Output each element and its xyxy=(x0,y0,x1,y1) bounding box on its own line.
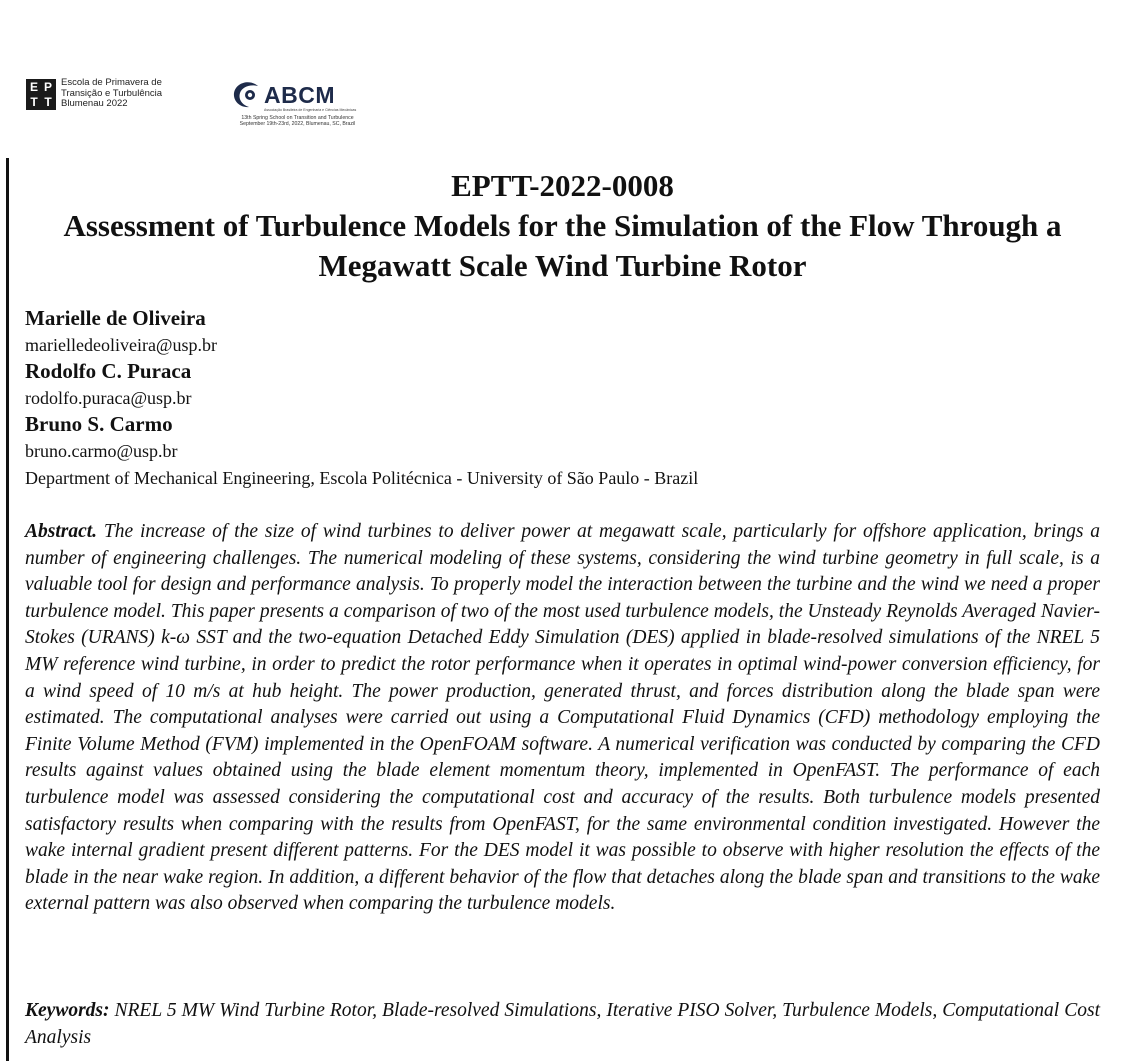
abcm-caption: 13th Spring School on Transition and Turbulence September 19th-23rd, 2022, Blumenau, SC, Brazil xyxy=(239,115,356,127)
author-email: rodolfo.puraca@usp.br xyxy=(25,388,192,408)
author-email: bruno.carmo@usp.br xyxy=(25,441,178,461)
author-name: Bruno S. Carmo xyxy=(25,412,173,436)
keywords-text: NREL 5 MW Wind Turbine Rotor, Blade-resolved Simulations, Iterative PISO Solver, Turbulence Models, Computational Cost Analysis xyxy=(25,1000,1100,1048)
abstract-label: Abstract. xyxy=(25,521,98,542)
author-entry xyxy=(25,358,1100,411)
author-entry xyxy=(25,305,1100,358)
author-entry xyxy=(25,411,1100,464)
eptt-logo-text: Escola de Primavera de Transição e Turbulência Blumenau 2022 xyxy=(61,77,163,110)
paper-title: Assessment of Turbulence Models for the Simulation of the Flow Through a Megawatt Scale Wind Turbine Rotor xyxy=(63,208,1062,283)
paper-id: EPTT-2022-0008 xyxy=(451,168,674,203)
abstract xyxy=(25,519,1100,918)
eptt-logo xyxy=(26,78,162,110)
abcm-logo xyxy=(230,80,365,128)
keywords-label: Keywords: xyxy=(25,1000,110,1021)
keywords xyxy=(25,998,1100,1051)
author-name: Rodolfo C. Puraca xyxy=(25,359,192,383)
abcm-tagline: Associação Brasileira de Engenharia e Ciências Mecânicas xyxy=(264,108,357,112)
left-margin-rule xyxy=(6,158,9,1061)
author-name: Marielle de Oliveira xyxy=(25,306,206,330)
affiliation: Department of Mechanical Engineering, Escola Politécnica - University of São Paulo - Brazil xyxy=(25,468,699,488)
abstract-text: The increase of the size of wind turbines to deliver power at megawatt scale, particularly for offshore application, brings a number of engineering challenges. The numerical modeling of these systems, considering the wind turbine geometry in full scale, is a valuable tool for design and performance analysis. To properly model the interaction between the turbine and the wind we need a proper turbulence model. This paper presents a comparison of two of the most used turbulence models, the Unsteady Reynolds Averaged Navier-Stokes (URANS) k-ω SST and the two-equation Detached Eddy Simulation (DES) applied in blade-resolved simulations of the NREL 5 MW reference wind turbine, in order to predict the rotor performance when it operates in optimal wind-power conversion efficiency, for a wind speed of 10 m/s at hub height. The power production, generated thrust, and forces distribution along the blade span were estimated. The computational analyses were carried out using a Computational Fluid Dynamics (CFD) methodology employing the Finite Volume Method (FVM) implemented in the OpenFOAM software. A numerical verification was conducted by comparing the CFD results against values obtained using the blade element momentum theory, implemented in OpenFAST. The performance of each turbulence model was assessed considering the computational cost and accuracy of the results. Both turbulence models presented satisfactory results when comparing with the results from OpenFAST, for the same environmental condition investigated. However the wake internal gradient present different patterns. For the DES model it was possible to observe with higher resolution the effects of the blade in the near wake region. In addition, a different behavior of the flow that detaches along the blade span and transitions to the wake external pattern was also observed when comparing the turbulence models. xyxy=(25,521,1100,915)
author-list xyxy=(25,305,1100,492)
abcm-swirl-icon xyxy=(230,80,264,110)
author-email: marielledeoliveira@usp.br xyxy=(25,335,218,355)
eptt-logo-mark: E P T T xyxy=(26,79,56,110)
abcm-wordmark: ABCM xyxy=(264,82,335,108)
